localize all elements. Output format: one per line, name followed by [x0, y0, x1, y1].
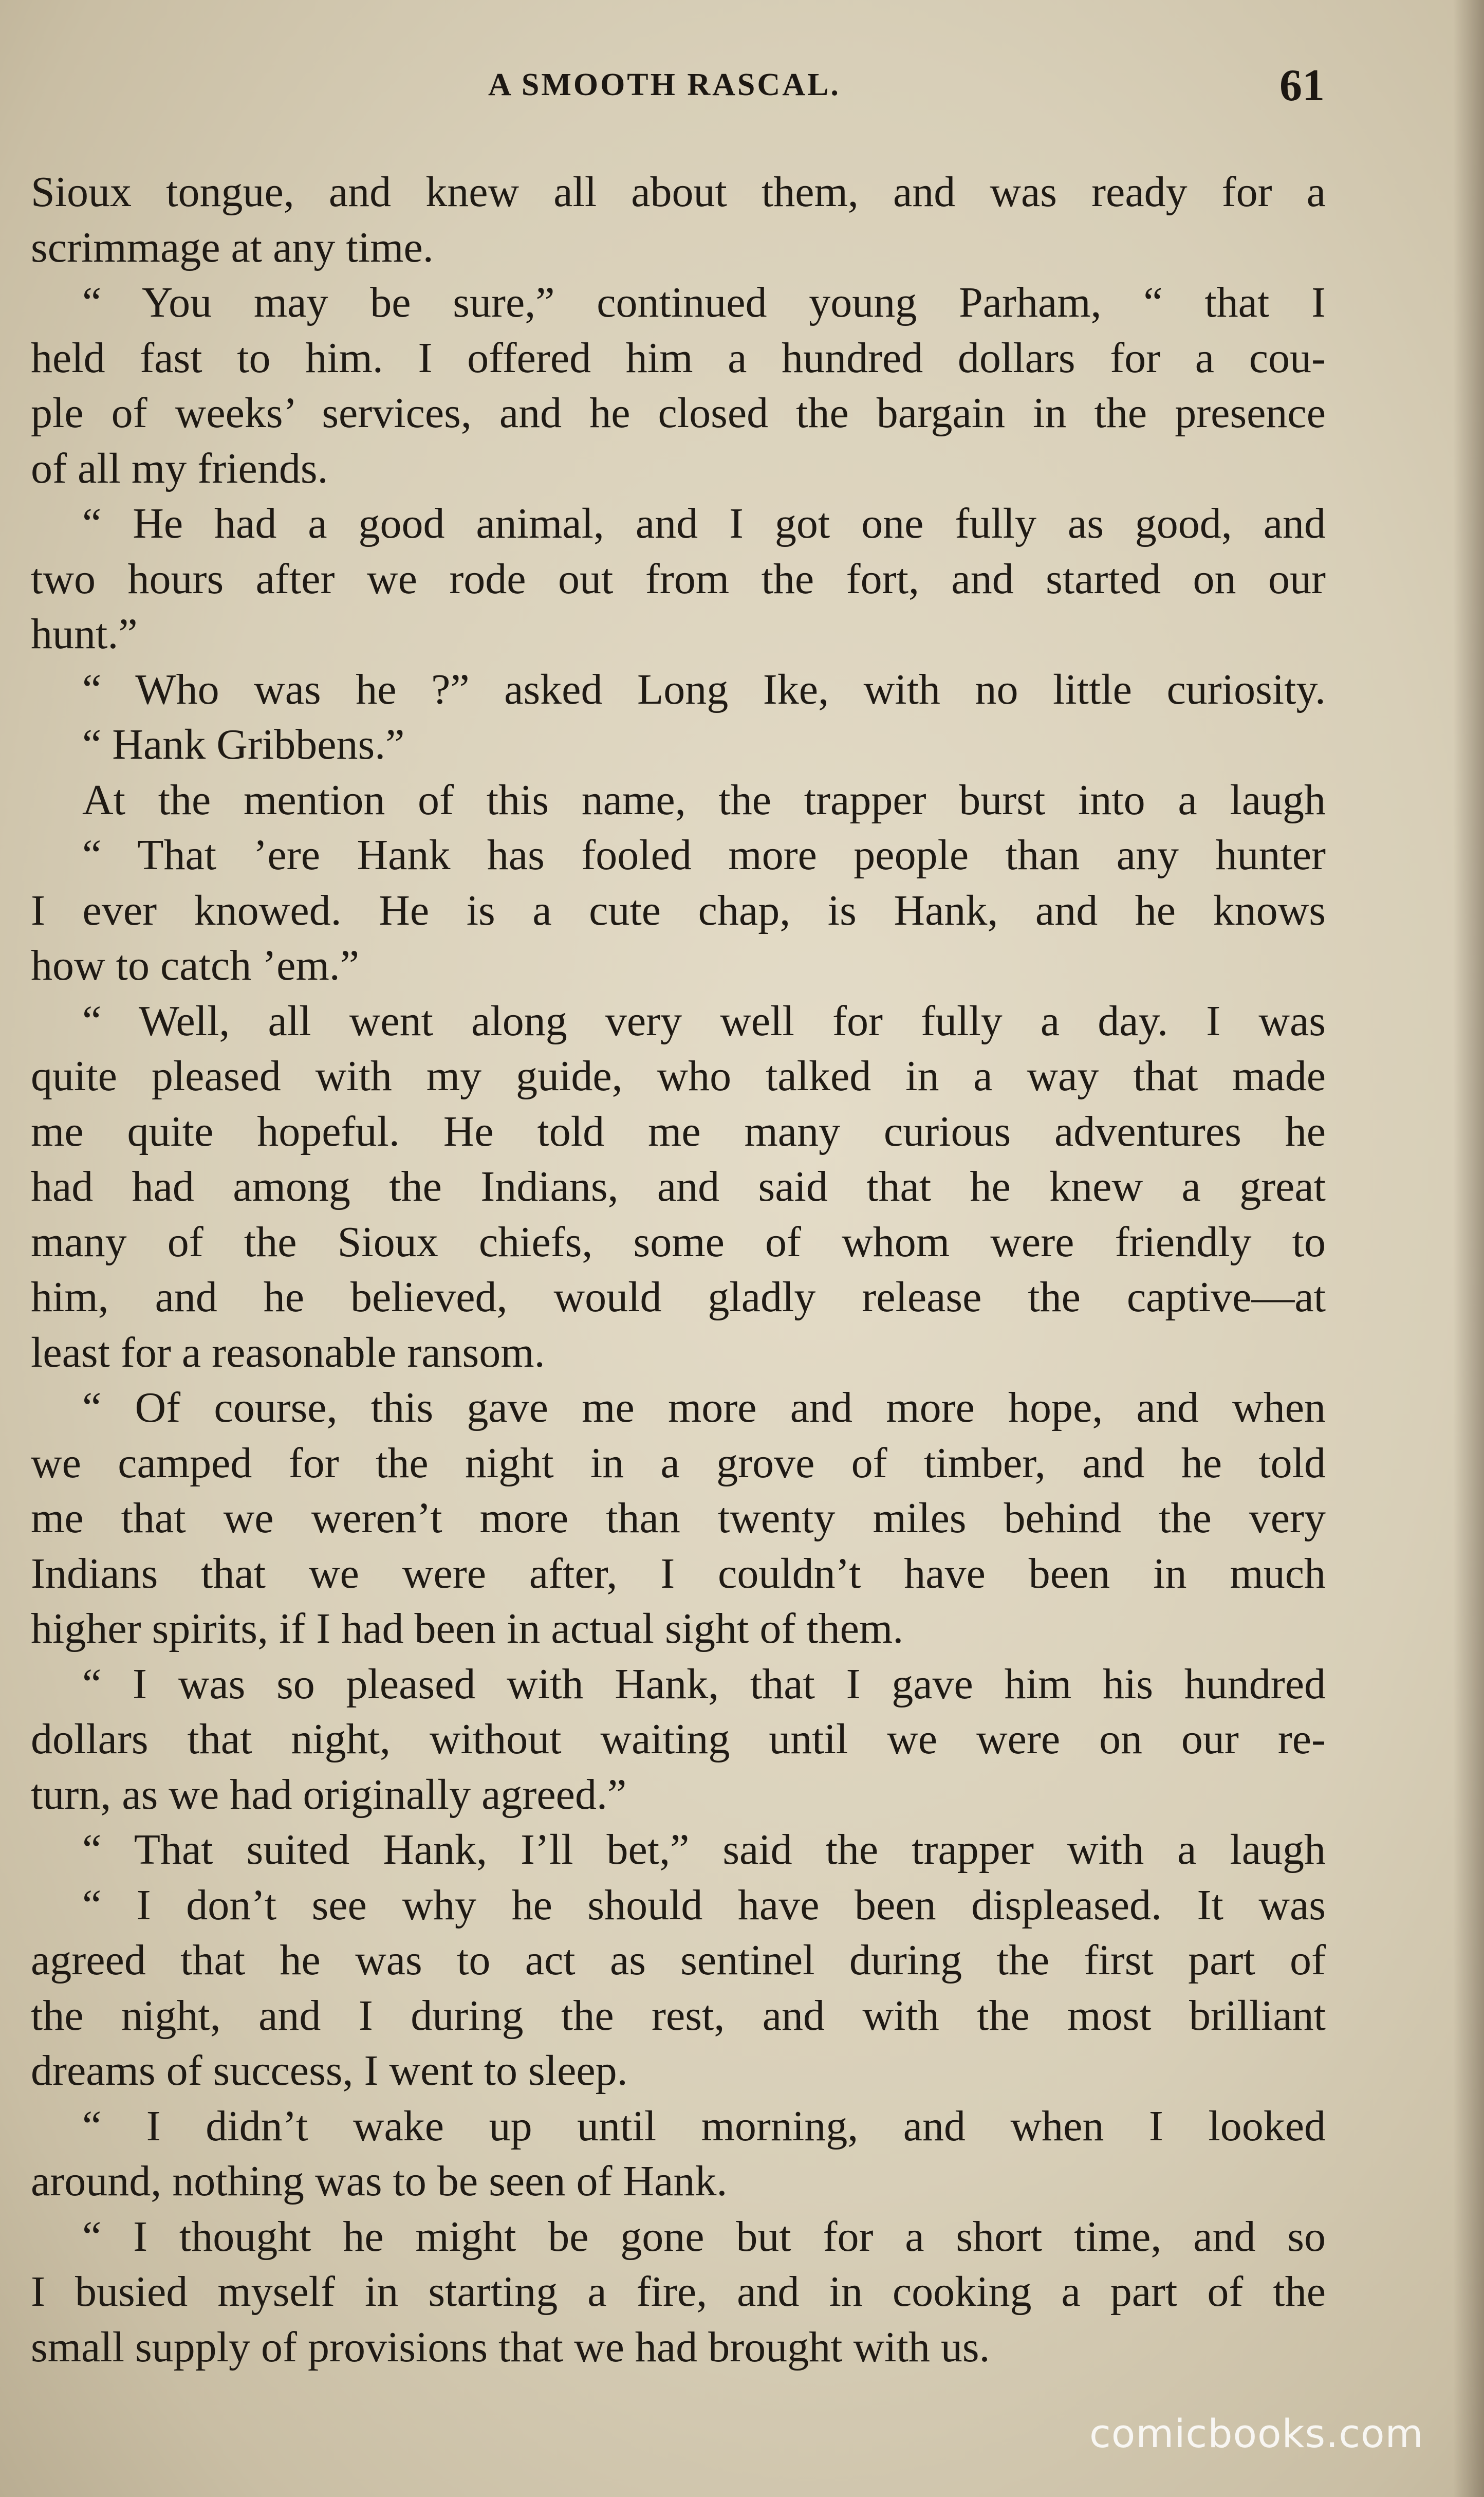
- text-line: least for a reasonable ransom.: [31, 1328, 545, 1376]
- text-line: ple of weeks’ services, and he closed the bargain in the presence: [31, 389, 1326, 437]
- text-line: “ That ’ere Hank has fooled more people than any hunter: [82, 831, 1326, 879]
- text-line: “ I don’t see why he should have been displeased. It was: [82, 1881, 1326, 1929]
- text-line: me that we weren’t more than twenty miles behind the very: [31, 1494, 1326, 1542]
- text-line: “ Who was he ?” asked Long Ike, with no little curiosity.: [82, 665, 1326, 713]
- text-line: “ He had a good animal, and I got one fully as good, and: [82, 500, 1326, 547]
- text-line: “ That suited Hank, I’ll bet,” said the trapper with a laugh: [82, 1826, 1326, 1874]
- running-head: [0, 61, 1484, 118]
- text-line: At the mention of this name, the trapper burst into a laugh: [82, 776, 1326, 824]
- text-line: agreed that he was to act as sentinel during the first part of: [31, 1936, 1326, 1984]
- text-line: dollars that night, without waiting until we were on our re-: [31, 1715, 1326, 1763]
- text-line: we camped for the night in a grove of timber, and he told: [31, 1439, 1326, 1487]
- text-line: dreams of success, I went to sleep.: [31, 2047, 628, 2095]
- text-line: Indians that we were after, I couldn’t have been in much: [31, 1549, 1326, 1598]
- text-line: Sioux tongue, and knew all about them, and was ready for a: [31, 168, 1326, 216]
- text-line: I ever knowed. He is a cute chap, is Hank, and he knows: [31, 886, 1326, 934]
- watermark: comicbooks.com: [1089, 2411, 1424, 2456]
- text-line: small supply of provisions that we had brought with us.: [31, 2323, 990, 2371]
- text-line: around, nothing was to be seen of Hank.: [31, 2157, 728, 2205]
- text-line: “ Of course, this gave me more and more hope, and when: [82, 1384, 1326, 1431]
- text-line: “ Hank Gribbens.”: [82, 721, 405, 768]
- chapter-title: A SMOOTH RASCAL.: [488, 67, 841, 102]
- text-line: “ Well, all went along very well for fully a day. I was: [82, 997, 1326, 1045]
- text-line: quite pleased with my guide, who talked in a way that made: [31, 1052, 1326, 1100]
- text-line: higher spirits, if I had been in actual sight of them.: [31, 1605, 904, 1653]
- text-line: two hours after we rode out from the fort, and started on our: [31, 555, 1326, 603]
- text-line: held fast to him. I offered him a hundred dollars for a cou-: [31, 334, 1326, 382]
- body-text: [31, 164, 1326, 2375]
- text-line: “ I didn’t wake up until morning, and when I looked: [82, 2102, 1326, 2150]
- text-line: hunt.”: [31, 610, 138, 658]
- text-line: “ You may be sure,” continued young Parham, “ that I: [82, 279, 1326, 326]
- text-line: had had among the Indians, and said that he knew a great: [31, 1163, 1326, 1210]
- text-line: the night, and I during the rest, and with the most brilliant: [31, 1991, 1326, 2040]
- text-line: of all my friends.: [31, 444, 328, 492]
- text-line: how to catch ’em.”: [31, 942, 360, 989]
- page-edge-shadow: [1453, 0, 1484, 2497]
- text-line: I busied myself in starting a fire, and in cooking a part of the: [31, 2268, 1326, 2316]
- text-line: many of the Sioux chiefs, some of whom were friendly to: [31, 1218, 1326, 1266]
- text-line: him, and he believed, would gladly release the captive—at: [31, 1273, 1326, 1321]
- text-line: “ I was so pleased with Hank, that I gave him his hundred: [82, 1660, 1326, 1708]
- text-line: “ I thought he might be gone but for a short time, and so: [82, 2212, 1326, 2261]
- text-line: scrimmage at any time.: [31, 223, 434, 271]
- page-number: 61: [1279, 61, 1325, 111]
- text-line: me quite hopeful. He told me many curious adventures he: [31, 1107, 1326, 1155]
- text-line: turn, as we had originally agreed.”: [31, 1770, 627, 1819]
